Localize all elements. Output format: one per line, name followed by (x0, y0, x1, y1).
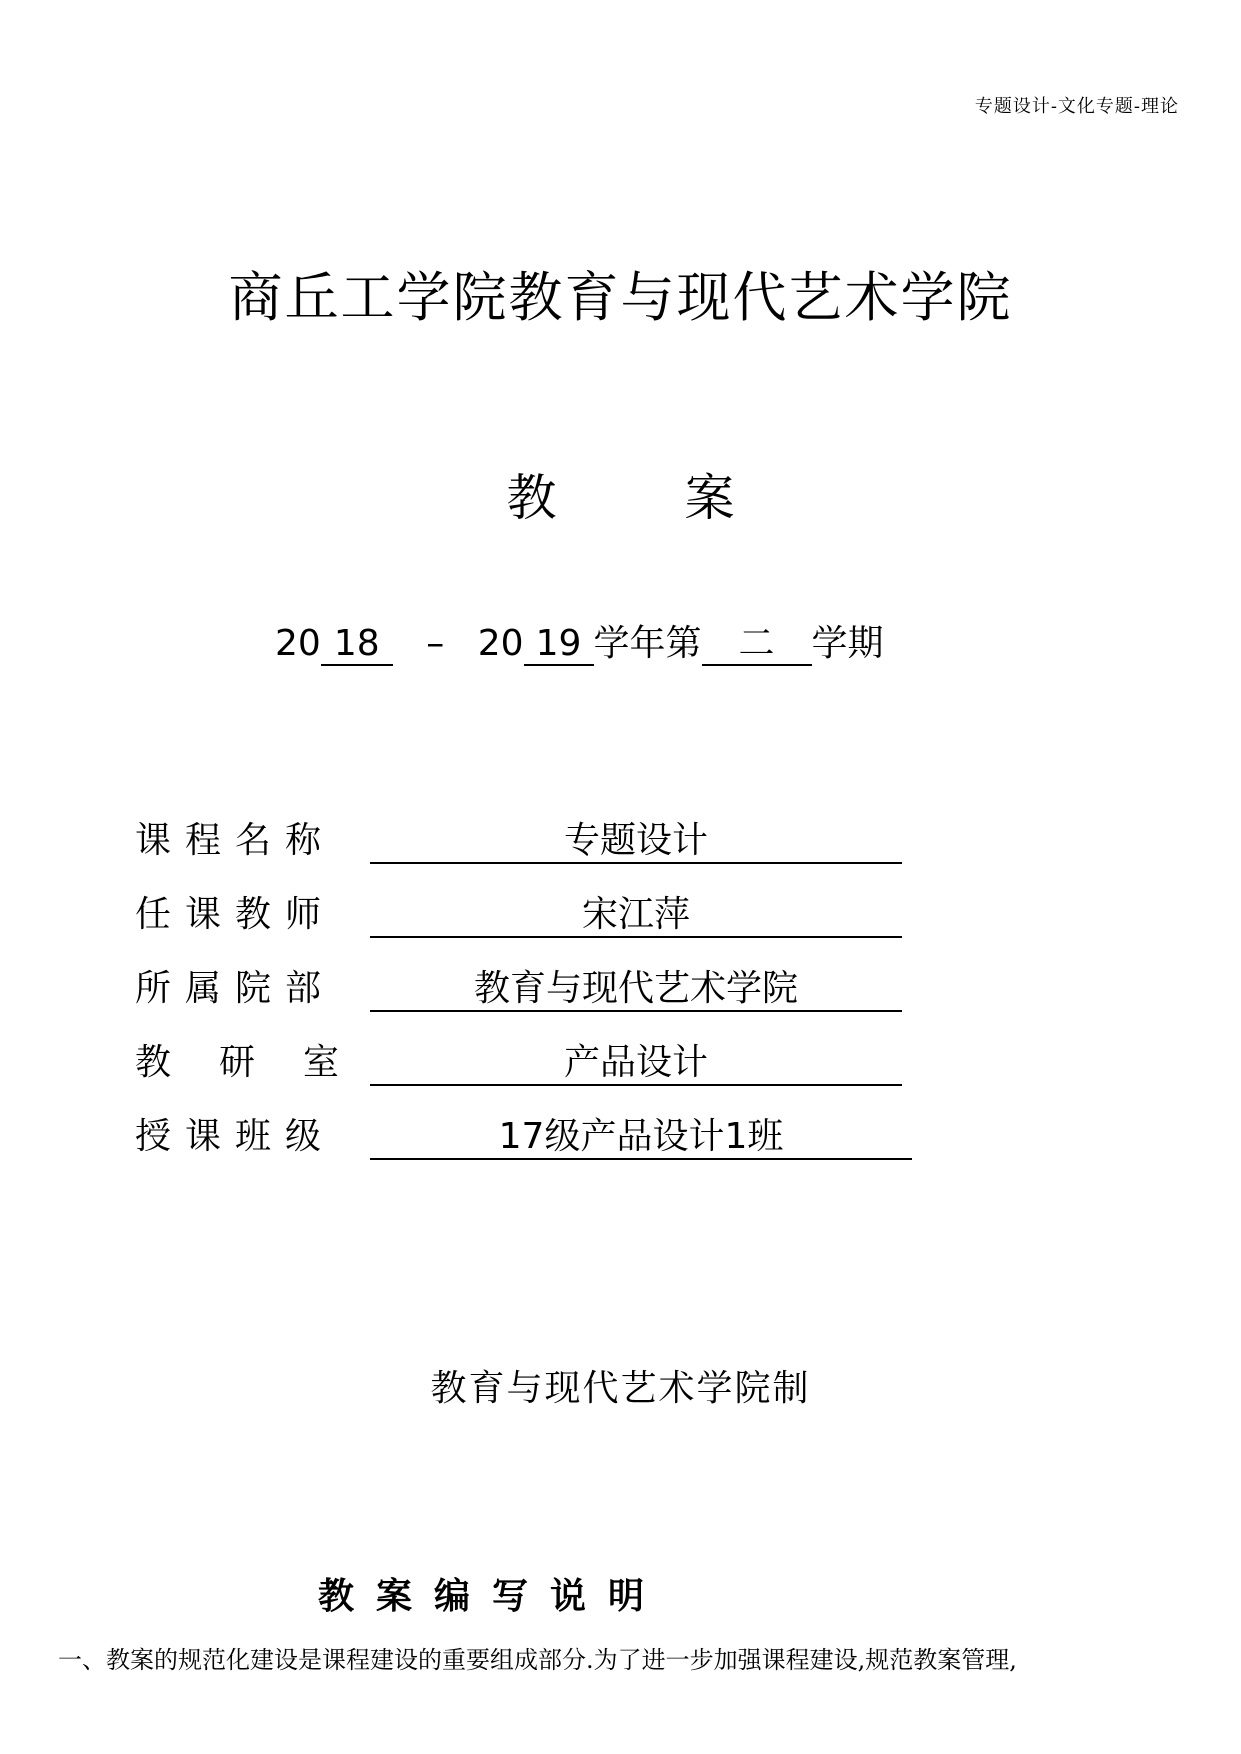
start-year-field: 18 (321, 623, 393, 666)
year-prefix-2: 20 (477, 623, 524, 664)
notes-title: 教案编写说明 (318, 1575, 667, 1617)
class-value: 17级产品设计1班 (370, 1115, 912, 1160)
year-dash: – (426, 623, 445, 664)
teacher-row (135, 886, 902, 938)
academic-term-line (275, 615, 884, 666)
department-label: 所属院部 (135, 968, 336, 1009)
semester-field: 二 (702, 623, 812, 666)
semester-text: 学期 (811, 623, 884, 664)
office-label: 教研室 (135, 1042, 388, 1083)
school-year-text: 学年第 (593, 623, 702, 664)
office-row (135, 1034, 902, 1086)
teacher-value: 宋江萍 (370, 893, 902, 938)
course-name-row (135, 812, 902, 864)
class-label: 授课班级 (135, 1116, 336, 1157)
school-title: 商丘工学院教育与现代艺术学院 (228, 266, 1013, 329)
document-title: 教 案 (506, 469, 791, 527)
issuer-line: 教育与现代艺术学院制 (430, 1368, 811, 1409)
department-row (135, 960, 902, 1012)
end-year-field: 19 (524, 623, 594, 666)
notes-first-paragraph: 一、教案的规范化建设是课程建设的重要组成部分.为了进一步加强课程建设,规范教案管理, (58, 1646, 1017, 1674)
office-value: 产品设计 (370, 1041, 902, 1086)
teacher-label: 任课教师 (135, 894, 336, 935)
course-name-value: 专题设计 (370, 819, 902, 864)
class-row (135, 1108, 912, 1160)
department-value: 教育与现代艺术学院 (370, 967, 902, 1012)
header-note: 专题设计-文化专题-理论 (974, 96, 1179, 117)
year-prefix-1: 20 (275, 623, 321, 664)
course-name-label: 课程名称 (135, 820, 336, 861)
